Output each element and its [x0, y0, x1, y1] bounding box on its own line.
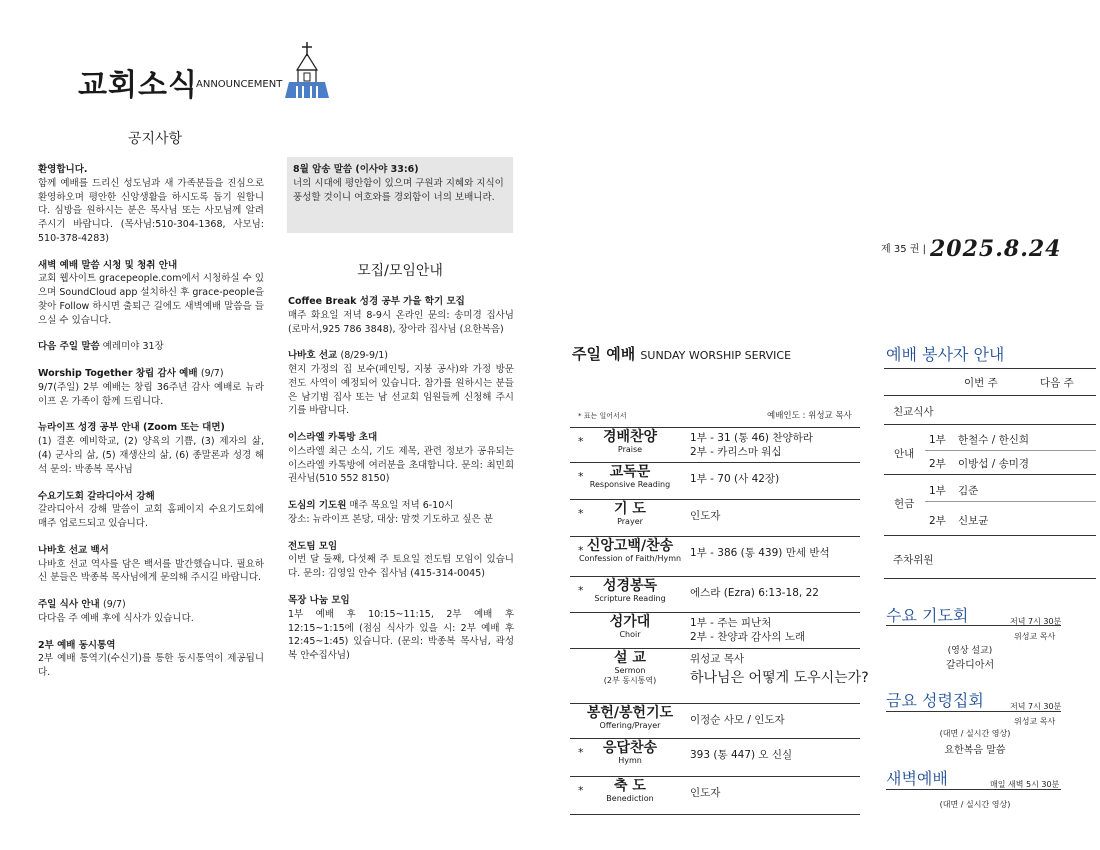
worship-detail-line: 1부 - 386 (통 439) 만세 반석 — [690, 547, 830, 559]
worship-item-korean: 설 교 — [614, 650, 646, 666]
worship-item-detail — [690, 652, 869, 688]
notice-title: 환영합니다. — [38, 164, 88, 175]
recruit-heading: 모집/모임안내 — [357, 263, 443, 279]
church-icon — [285, 42, 329, 100]
notice-inline: (9/7) — [103, 599, 126, 611]
worship-item-english: Responsive Reading — [589, 480, 671, 490]
standing-marker: * — [578, 507, 584, 520]
part-label: 1부 — [929, 434, 946, 446]
worship-item-english: Scripture Reading — [594, 594, 666, 604]
worship-item-detail — [690, 616, 805, 644]
worship-detail-line: 이정순 사모 / 인도자 — [690, 714, 785, 726]
worship-item-detail — [690, 472, 779, 486]
worship-item-english: Offering/Prayer — [599, 721, 661, 731]
recruit-title: 나바호 선교 — [288, 350, 338, 362]
notice-body: 9/7(주일) 2부 예배는 창립 36주년 감사 예배로 뉴라이프 온 가족이 함께 드립니다. — [38, 381, 264, 407]
worship-detail-line: 1부 - 31 (통 46) 찬양하라 — [690, 432, 813, 444]
fri-title: 금요 성령집회 — [886, 691, 984, 710]
recruit-inline: (8/29-9/1) — [340, 350, 388, 362]
notice-title: 2부 예배 동시통역 — [38, 639, 116, 651]
recruit-body: 이스라엘 최근 소식, 기도 제목, 관련 정보가 공유되는 이스라엘 카톡방에 여러분을 초대합니다. 문의: 최민희 권사님(510 552 8150) — [288, 445, 514, 485]
this-week-header: 이번 주 — [964, 377, 998, 389]
worship-item-english: Confession of Faith/Hymn — [578, 554, 682, 564]
fri-mode: (대면 / 실시간 영상) — [939, 729, 1011, 738]
worship-item-note: (2부 동시통역) — [603, 676, 657, 686]
worship-item-english: Sermon — [614, 666, 646, 676]
worship-item-korean: 성경봉독 — [602, 578, 658, 594]
wed-title: 수요 기도회 — [886, 606, 969, 625]
recruit-title: 이스라엘 카톡방 초대 — [288, 432, 378, 444]
notice-title: 나바호 선교 백서 — [38, 544, 109, 556]
worship-item-name — [578, 706, 682, 730]
service-title: 예배 봉사자 안내 — [886, 345, 1005, 364]
notice-title: 새벽 예배 말씀 시청 및 청취 안내 — [38, 259, 178, 271]
worship-detail-line: 2부 - 카리스마 워십 — [690, 446, 782, 459]
notice-title: 주일 식사 안내 — [38, 599, 100, 611]
worship-row-divider — [570, 738, 860, 739]
standing-marker: * — [578, 746, 584, 759]
worship-item-english: Hymn — [618, 756, 642, 766]
worship-detail-line: 에스라 (Ezra) 6:13-18, 22 — [690, 587, 819, 599]
parking-label: 주차위원 — [893, 554, 934, 566]
offering-label: 헌금 — [894, 498, 915, 510]
notice-column — [38, 163, 264, 693]
notice-title: 수요기도회 갈라디아서 강해 — [38, 490, 155, 502]
worship-item-name — [578, 741, 682, 765]
recruit-body: 1부 예배 후 10:15~11:15, 2부 예배 후 12:15~1:15에 (점심 식사가 있을 시: 2부 예배 후 12:45~1:45) 있습니다. (문의: 박종복 목사님, 곽성복 안수집사님) — [288, 608, 514, 662]
issue-volume: 제 35 권 | — [881, 244, 926, 255]
worship-row-divider — [570, 536, 860, 537]
worship-detail-line: 393 (통 447) 오 신실 — [690, 749, 793, 761]
worship-item-detail — [690, 586, 819, 600]
worship-note: * 표는 일어서서 — [578, 412, 627, 420]
notice-body: 함께 예배를 드리신 성도님과 새 가족분들을 진심으로 환영하오며 평안한 신앙생활을 하시도록 돕기 원합니다. 심방을 원하시는 분은 목사님 또는 사모님께 알려 주시기 바랍니다. (목사님:510-304-1368, 사모님: 510-378-4283) — [38, 177, 264, 244]
worship-item-korean: 축 도 — [614, 778, 646, 794]
memory-title: 8월 암송 말씀 (이사야 33:6) — [293, 164, 419, 175]
fri-speaker: 위성교 목사 — [1014, 717, 1056, 726]
notice-body: 갈라디아서 강해 말씀이 교회 홈페이지 수요기도회에 매주 업로드되고 있습니다. — [38, 504, 264, 530]
worship-detail-line: 2부 - 찬양과 감사의 노래 — [690, 631, 806, 644]
worship-detail-line: 하나님은 어떻게 도우시는가? — [690, 670, 869, 687]
worship-detail-line: 인도자 — [690, 787, 721, 799]
fri-topic: 요한복음 말씀 — [944, 745, 1006, 756]
worship-detail-line: 위성교 목사 — [690, 653, 745, 665]
recruit-title: 도심의 기도원 — [288, 500, 347, 512]
worship-row-divider — [570, 427, 860, 428]
worship-item-english: Choir — [619, 630, 641, 640]
usher-label: 안내 — [894, 448, 915, 460]
worship-item-detail — [690, 786, 720, 800]
recruit-title: 전도팀 모임 — [288, 540, 338, 552]
worship-item-name — [578, 502, 682, 526]
worship-item-detail — [690, 431, 813, 459]
dawn-time: 매일 새벽 5시 30분 — [990, 780, 1060, 789]
part-label: 1부 — [929, 485, 946, 497]
worship-item-korean: 성가대 — [609, 614, 651, 630]
worship-title: 주일 예배 SUNDAY WORSHIP SERVICE — [572, 345, 792, 363]
worship-detail-line: 인도자 — [690, 510, 721, 522]
notice-body: 다다음 주 예배 후에 식사가 있습니다. — [38, 612, 194, 624]
standing-marker: * — [578, 435, 584, 448]
worship-item-detail — [690, 546, 830, 560]
recruit-column — [288, 295, 514, 676]
offering-part1: 김준 — [958, 485, 979, 497]
recruit-inline: 매주 목요일 저녁 6-10시 — [349, 500, 454, 512]
standing-marker: * — [578, 470, 584, 483]
standing-marker: * — [578, 544, 584, 557]
worship-item-name — [578, 615, 682, 639]
worship-item-name — [578, 430, 682, 454]
worship-item-korean: 기 도 — [614, 501, 646, 517]
worship-item-detail — [690, 713, 785, 727]
notice-body: 2부 예배 통역기(수신기)를 통한 동시통역이 제공됩니다. — [38, 653, 264, 679]
recruit-body: 이번 달 둘째, 다섯째 주 토요일 전도팀 모임이 있습니다. 문의: 김영일 안수 집사님 (415-314-0045) — [288, 554, 514, 580]
notice-inline: 예레미야 31장 — [102, 341, 164, 353]
dawn-title: 새벽예배 — [886, 769, 948, 788]
notice-title: 뉴라이프 성경 공부 안내 (Zoom 또는 대면) — [38, 422, 225, 434]
notice-body: 나바호 선교 역사를 담은 백서를 발간했습니다. 필요하신 분들은 박종복 목사님에게 문의해 주시길 바랍니다. — [38, 558, 264, 584]
worship-item-korean: 교독문 — [609, 464, 651, 480]
worship-row-divider — [570, 612, 860, 613]
worship-item-english: Benediction — [606, 794, 654, 804]
worship-item-korean: 경배찬양 — [602, 429, 658, 445]
fri-time: 저녁 7시 30분 — [1010, 702, 1062, 711]
worship-item-english: Prayer — [617, 517, 643, 527]
worship-item-name — [578, 651, 682, 686]
worship-item-korean: 봉헌/봉헌기도 — [586, 705, 674, 721]
wed-mode: (영상 설교) — [947, 646, 993, 656]
part-label: 2부 — [929, 515, 946, 527]
standing-marker: * — [578, 584, 584, 597]
worship-item-korean: 응답찬송 — [602, 740, 658, 756]
notice-title: 다음 주일 말씀 — [38, 341, 100, 353]
recruit-title: 목장 나눔 모임 — [288, 595, 350, 607]
worship-item-name — [578, 779, 682, 803]
worship-item-english: Praise — [617, 445, 643, 455]
usher-part1: 한철수 / 한신희 — [958, 434, 1030, 446]
worship-item-name — [578, 579, 682, 603]
offering-part2: 신보균 — [958, 515, 989, 527]
worship-row-divider — [570, 814, 860, 815]
worship-row-divider — [570, 576, 860, 577]
notice-body: 교회 웹사이트 gracepeople.com에서 시청하실 수 있으며 SoundCloud app 설치하신 후 grace-people을 찾아 Follow 하시면 출퇴근 길에도 새벽예배 말씀을 들으실 수 있습니다. — [38, 273, 264, 326]
notice-heading: 공지사항 — [127, 131, 183, 147]
recruit-body: 현지 가정의 집 보수(페인팅, 지붕 공사)와 가정 방문 전도 사역이 예정되어 있습니다. 참가를 원하시는 분들은 남기범 집사 또는 남 선교회 임원들께 신청해 주시기를 바랍니다. — [288, 364, 514, 417]
notice-title: Worship Together 창립 감사 예배 — [38, 368, 198, 380]
recruit-body: 매주 화요일 저녁 8-9시 온라인 문의: 송미경 집사님 (로마서,925 786 3848), 장아라 집사님 (요한복음) — [288, 309, 514, 335]
wed-time: 저녁 7시 30분 — [1010, 617, 1062, 626]
worship-detail-line: 1부 - 70 (사 42장) — [690, 473, 780, 485]
recruit-title: Coffee Break 성경 공부 가을 학기 모집 — [288, 296, 465, 307]
recruit-body: 장소: 뉴라이프 본당, 대상: 맘껏 기도하고 싶은 분 — [288, 513, 493, 525]
standing-marker: * — [578, 784, 584, 797]
worship-row-divider — [570, 462, 860, 463]
dawn-mode: (대면 / 실시간 영상) — [939, 800, 1011, 809]
next-week-header: 다음 주 — [1040, 377, 1074, 389]
worship-row-divider — [570, 648, 860, 649]
worship-item-korean: 신앙고백/찬송 — [586, 538, 674, 554]
usher-part2: 이방섭 / 송미경 — [958, 458, 1030, 470]
worship-item-name — [578, 465, 682, 489]
issue-date: 2025.8.24 — [930, 236, 1062, 262]
worship-item-name — [578, 539, 682, 563]
worship-detail-line: 1부 - 주는 피난처 — [690, 617, 772, 629]
worship-leader: 예배인도 : 위성교 목사 — [767, 411, 852, 421]
worship-row-divider — [570, 703, 860, 704]
page-title: 교회소식 — [78, 68, 198, 103]
wed-topic: 갈라디아서 — [945, 660, 995, 671]
worship-row-divider — [570, 776, 860, 777]
worship-row-divider — [570, 499, 860, 500]
worship-item-detail — [690, 748, 792, 762]
worship-item-detail — [690, 509, 720, 523]
memory-verse-box — [287, 157, 513, 233]
page-subtitle: ANNOUNCEMENT — [196, 79, 283, 90]
notice-inline: (9/7) — [200, 368, 224, 380]
wed-speaker: 위성교 목사 — [1014, 632, 1056, 641]
notice-body: (1) 결혼 예비학교, (2) 양육의 기쁨, (3) 제자의 삶, (4) 군사의 삶, (5) 재생산의 삶, (6) 종말론과 성경 해석 문의: 박종복 목사님 — [38, 436, 264, 475]
part-label: 2부 — [929, 458, 946, 470]
memory-body: 너의 시대에 평안함이 있으며 구원과 지혜와 지식이 풍성할 것이니 여호와를 경외함이 너의 보배니라. — [293, 177, 504, 203]
fellowship-label: 친교식사 — [893, 406, 934, 418]
